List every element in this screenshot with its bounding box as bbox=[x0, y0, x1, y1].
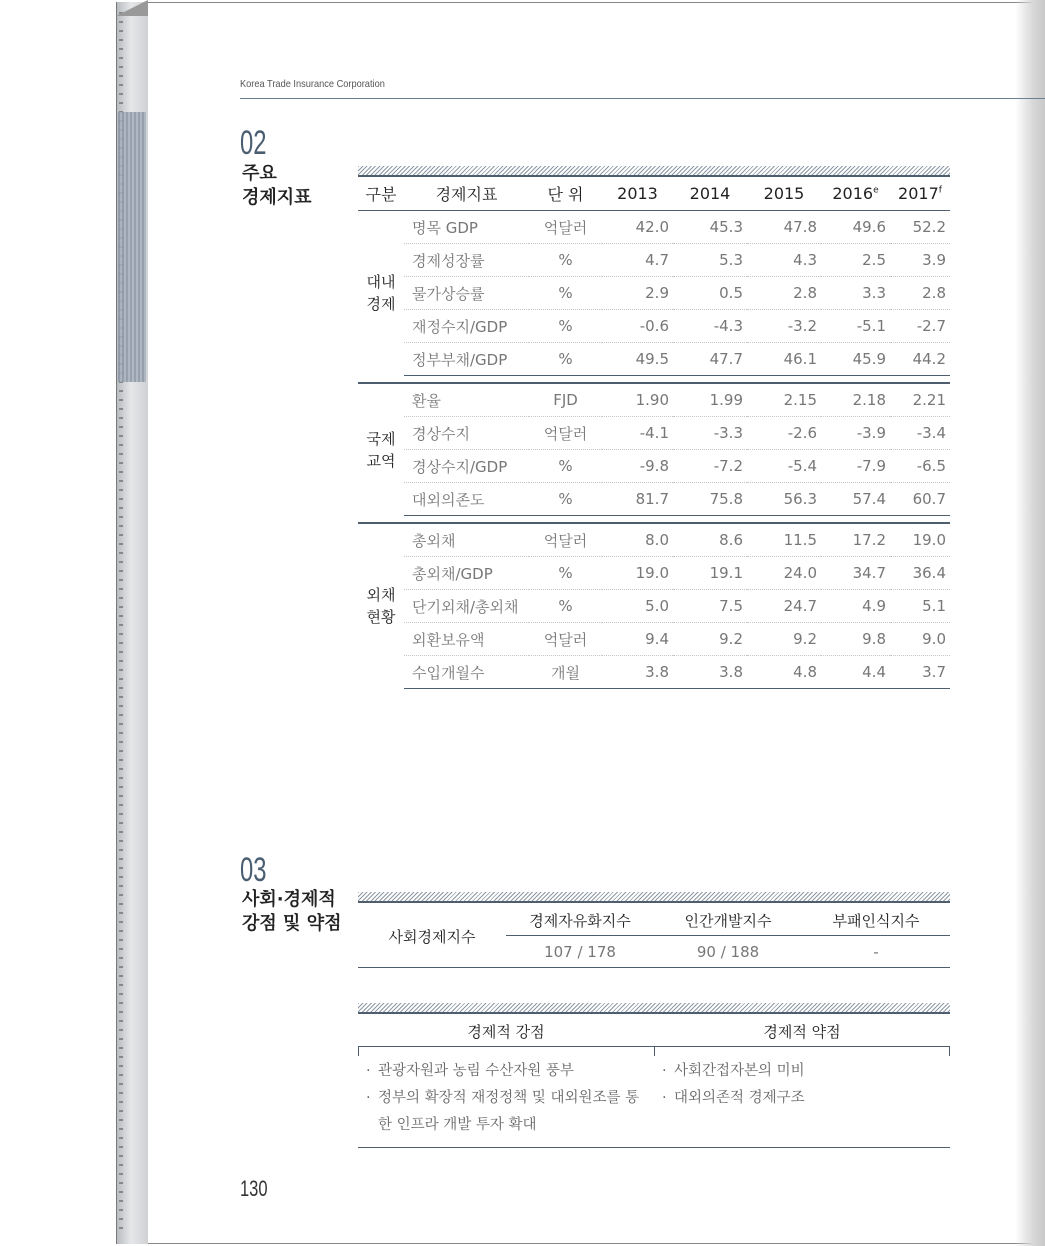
value-cell: -0.6 bbox=[602, 310, 673, 343]
indicator-name: 경상수지 bbox=[404, 417, 529, 450]
value-cell: 4.4 bbox=[821, 656, 890, 689]
table-row bbox=[358, 656, 950, 689]
unit-cell: % bbox=[529, 483, 602, 516]
value-cell: 19.0 bbox=[890, 523, 950, 557]
group-label-line: 경제 bbox=[366, 295, 396, 314]
page-number: 130 bbox=[240, 1176, 268, 1201]
col-header-2015: 2015 bbox=[747, 177, 821, 211]
socio-economic-index-table bbox=[358, 905, 950, 968]
value-cell: -7.2 bbox=[673, 450, 747, 483]
strengths-title: 경제적 강점 bbox=[467, 1022, 545, 1041]
col-header-2014: 2014 bbox=[673, 177, 747, 211]
index-value: - bbox=[873, 943, 879, 961]
table-header-row bbox=[358, 177, 950, 211]
separator-cell bbox=[358, 376, 950, 384]
column-tick bbox=[949, 1046, 950, 1056]
indicator-name: 명목 GDP bbox=[404, 211, 529, 244]
value-cell: 24.0 bbox=[747, 557, 821, 590]
value-cell: 56.3 bbox=[747, 483, 821, 516]
unit-cell: 억달러 bbox=[529, 417, 602, 450]
value-cell: 7.5 bbox=[673, 590, 747, 623]
value-cell: -9.8 bbox=[602, 450, 673, 483]
unit-cell: FJD bbox=[529, 383, 602, 417]
value-cell: 5.3 bbox=[673, 244, 747, 277]
economic-indicators-table bbox=[358, 177, 950, 689]
section-title-line: 강점 및 약점 bbox=[242, 913, 342, 934]
value-cell: 42.0 bbox=[602, 211, 673, 244]
table-hatch-header bbox=[358, 166, 950, 177]
unit-cell: 억달러 bbox=[529, 211, 602, 244]
value-cell: 44.2 bbox=[890, 343, 950, 376]
index-header: 인간개발지수 bbox=[684, 911, 772, 930]
indicator-name: 총외채/GDP bbox=[404, 557, 529, 590]
indicator-name: 경상수지/GDP bbox=[404, 450, 529, 483]
value-cell: 2.8 bbox=[747, 277, 821, 310]
indicator-name: 총외채 bbox=[404, 523, 529, 557]
group-label bbox=[358, 211, 404, 376]
value-cell: 19.0 bbox=[602, 557, 673, 590]
list-item: · 정부의 확장적 재정정책 및 대외원조를 통한 인프라 개발 투자 확대 bbox=[366, 1085, 646, 1139]
value-cell: 5.1 bbox=[890, 590, 950, 623]
index-header: 부패인식지수 bbox=[832, 911, 920, 930]
col-header-2017 bbox=[890, 177, 950, 211]
table-hatch-header bbox=[358, 1003, 950, 1014]
value-cell: 81.7 bbox=[602, 483, 673, 516]
section-title-line: 사회·경제적 bbox=[242, 889, 336, 910]
table-row bbox=[358, 310, 950, 343]
indicator-name: 경제성장률 bbox=[404, 244, 529, 277]
group-separator bbox=[358, 376, 950, 384]
value-cell: -4.1 bbox=[602, 417, 673, 450]
list-item: · 대외의존적 경제구조 bbox=[662, 1085, 942, 1112]
value-cell: -6.5 bbox=[890, 450, 950, 483]
group-label-line: 대내 bbox=[366, 273, 396, 292]
value-cell: 9.0 bbox=[890, 623, 950, 656]
value-cell: 2.8 bbox=[890, 277, 950, 310]
section-title bbox=[242, 888, 341, 936]
running-header: Korea Trade Insurance Corporation bbox=[240, 78, 385, 90]
value-cell: 3.8 bbox=[673, 656, 747, 689]
value-cell: 3.3 bbox=[821, 277, 890, 310]
group-separator bbox=[358, 516, 950, 524]
year-label: 2016 bbox=[832, 184, 874, 203]
indicator-name: 외환보유액 bbox=[404, 623, 529, 656]
index-header-rule bbox=[506, 935, 950, 936]
value-cell: 9.2 bbox=[673, 623, 747, 656]
indicator-name: 재정수지/GDP bbox=[404, 310, 529, 343]
group-label-line: 국제 bbox=[366, 429, 396, 448]
index-value: 107 / 178 bbox=[544, 943, 616, 961]
value-cell: -2.6 bbox=[747, 417, 821, 450]
group-label bbox=[358, 523, 404, 689]
indicator-name: 수입개월수 bbox=[404, 656, 529, 689]
value-cell: 24.7 bbox=[747, 590, 821, 623]
col-header-unit: 단 위 bbox=[529, 177, 602, 211]
section-title bbox=[242, 162, 312, 210]
value-cell: 1.90 bbox=[602, 383, 673, 417]
value-cell: -3.2 bbox=[747, 310, 821, 343]
value-cell: 9.2 bbox=[747, 623, 821, 656]
table-row bbox=[358, 343, 950, 376]
value-cell: 1.99 bbox=[673, 383, 747, 417]
value-cell: 0.5 bbox=[673, 277, 747, 310]
value-cell: 45.3 bbox=[673, 211, 747, 244]
value-cell: 60.7 bbox=[890, 483, 950, 516]
col-header-2013: 2013 bbox=[602, 177, 673, 211]
value-cell: 49.5 bbox=[602, 343, 673, 376]
unit-cell: % bbox=[529, 343, 602, 376]
column-tick bbox=[358, 1046, 359, 1056]
section-title-line: 주요 bbox=[242, 163, 277, 184]
value-cell: 19.1 bbox=[673, 557, 747, 590]
unit-cell: % bbox=[529, 590, 602, 623]
unit-cell: % bbox=[529, 557, 602, 590]
estimate-mark: e bbox=[873, 185, 879, 196]
value-cell: 49.6 bbox=[821, 211, 890, 244]
index-value: 90 / 188 bbox=[696, 943, 760, 961]
value-cell: -3.4 bbox=[890, 417, 950, 450]
section-number: 03 bbox=[240, 851, 267, 889]
value-cell: 3.7 bbox=[890, 656, 950, 689]
value-cell: 2.18 bbox=[821, 383, 890, 417]
value-cell: 34.7 bbox=[821, 557, 890, 590]
value-cell: 47.8 bbox=[747, 211, 821, 244]
value-cell: 8.6 bbox=[673, 523, 747, 557]
value-cell: -3.9 bbox=[821, 417, 890, 450]
weaknesses-list bbox=[662, 1058, 942, 1112]
value-cell: -2.7 bbox=[890, 310, 950, 343]
table-row bbox=[358, 417, 950, 450]
value-cell: 47.7 bbox=[673, 343, 747, 376]
column-tick bbox=[654, 1046, 655, 1056]
indicator-name: 단기외채/총외채 bbox=[404, 590, 529, 623]
section-title-line: 경제지표 bbox=[242, 187, 312, 208]
table-row bbox=[358, 244, 950, 277]
unit-cell: % bbox=[529, 310, 602, 343]
col-header-indicator: 경제지표 bbox=[404, 177, 529, 211]
table-row bbox=[358, 450, 950, 483]
index-header: 경제자유화지수 bbox=[529, 911, 631, 930]
group-label-line: 교역 bbox=[366, 451, 396, 470]
value-cell: 11.5 bbox=[747, 523, 821, 557]
value-cell: -3.3 bbox=[673, 417, 747, 450]
value-cell: 4.8 bbox=[747, 656, 821, 689]
list-item: · 사회간접자본의 미비 bbox=[662, 1058, 942, 1085]
value-cell: -5.1 bbox=[821, 310, 890, 343]
value-cell: 52.2 bbox=[890, 211, 950, 244]
value-cell: 45.9 bbox=[821, 343, 890, 376]
table-row bbox=[358, 623, 950, 656]
value-cell: -4.3 bbox=[673, 310, 747, 343]
unit-cell: % bbox=[529, 244, 602, 277]
table-row bbox=[358, 211, 950, 244]
col-header-2016 bbox=[821, 177, 890, 211]
indicator-name: 물가상승률 bbox=[404, 277, 529, 310]
list-item: · 관광자원과 농림 수산자원 풍부 bbox=[366, 1058, 646, 1085]
col-header-category: 구분 bbox=[358, 177, 404, 211]
value-cell: -5.4 bbox=[747, 450, 821, 483]
unit-cell: 억달러 bbox=[529, 523, 602, 557]
page-curl-shadow bbox=[1015, 0, 1045, 1246]
forecast-mark: f bbox=[938, 185, 942, 196]
value-cell: 4.7 bbox=[602, 244, 673, 277]
table-row bbox=[358, 383, 950, 417]
table-row bbox=[358, 590, 950, 623]
value-cell: 2.21 bbox=[890, 383, 950, 417]
indicator-name: 정부부채/GDP bbox=[404, 343, 529, 376]
value-cell: 17.2 bbox=[821, 523, 890, 557]
weaknesses-title: 경제적 약점 bbox=[763, 1022, 841, 1041]
table-row bbox=[358, 557, 950, 590]
year-label: 2017 bbox=[898, 184, 939, 203]
value-cell: 9.4 bbox=[602, 623, 673, 656]
table-row bbox=[358, 483, 950, 516]
group-label-line: 현황 bbox=[366, 608, 396, 627]
value-cell: 4.3 bbox=[747, 244, 821, 277]
value-cell: 2.5 bbox=[821, 244, 890, 277]
value-cell: 5.0 bbox=[602, 590, 673, 623]
strengths-weaknesses-bottom-rule bbox=[358, 1147, 950, 1148]
group-label bbox=[358, 383, 404, 516]
table-row bbox=[358, 277, 950, 310]
group-label-line: 외채 bbox=[366, 586, 396, 605]
table-row bbox=[358, 523, 950, 557]
header-rule bbox=[240, 98, 1045, 99]
page-corner bbox=[116, 0, 148, 16]
indicator-name: 대외의존도 bbox=[404, 483, 529, 516]
index-row-label: 사회경제지수 bbox=[388, 927, 476, 946]
value-cell: 36.4 bbox=[890, 557, 950, 590]
value-cell: 3.8 bbox=[602, 656, 673, 689]
unit-cell: 억달러 bbox=[529, 623, 602, 656]
section-number: 02 bbox=[240, 124, 267, 162]
value-cell: -7.9 bbox=[821, 450, 890, 483]
strengths-list bbox=[366, 1058, 646, 1139]
unit-cell: % bbox=[529, 450, 602, 483]
section-tab-marker bbox=[118, 112, 146, 382]
unit-cell: % bbox=[529, 277, 602, 310]
value-cell: 8.0 bbox=[602, 523, 673, 557]
separator-cell bbox=[358, 516, 950, 524]
value-cell: 9.8 bbox=[821, 623, 890, 656]
value-cell: 2.15 bbox=[747, 383, 821, 417]
value-cell: 75.8 bbox=[673, 483, 747, 516]
value-cell: 3.9 bbox=[890, 244, 950, 277]
value-cell: 4.9 bbox=[821, 590, 890, 623]
indicator-name: 환율 bbox=[404, 383, 529, 417]
value-cell: 57.4 bbox=[821, 483, 890, 516]
value-cell: 2.9 bbox=[602, 277, 673, 310]
unit-cell: 개월 bbox=[529, 656, 602, 689]
table-hatch-header bbox=[358, 892, 950, 903]
value-cell: 46.1 bbox=[747, 343, 821, 376]
